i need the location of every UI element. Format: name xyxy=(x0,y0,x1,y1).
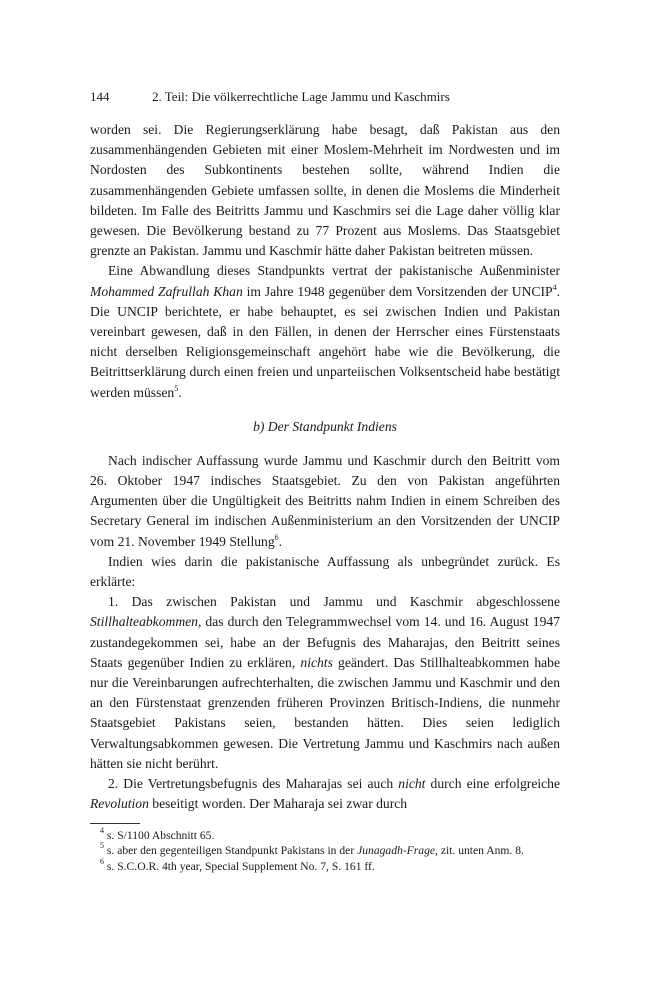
term-stillhalteabkommen: Stillhalteabkommen xyxy=(90,614,198,630)
footnote-5: $^5$ s. aber den gegenteiligen Standpunkt Pakistans in der Junagadh-Frage, zit. unten Anm. 8. xyxy=(100,841,524,857)
footnote-4: $^4$ s. S/1100 Abschnitt 65. xyxy=(100,825,215,842)
emphasis-nichts: nichts xyxy=(300,654,333,670)
footnote-divider xyxy=(90,823,140,824)
paragraph-1: worden sei. Die Regierungserklärung habe besagt, daß Pakistan aus den zusammenhängenden Gebieten mit einer Moslem-Mehrheit im Nordwesten und im Nordosten des Subkontinents bestehen sollte, während Indien die zusammenhängenden Gebiete umfassen sollte, in denen die Moslems die Minderheit bildeten. Im Falle des Beitritts Jammu und Kaschmirs sei die Lage daher völlig klar gewesen. Die Bevölkerung bestand zu 77 Prozent aus Moslems. Das Staatsgebiet grenzte an Pakistan. Jammu und Kaschmir hätte daher Pakistan beitreten müssen. xyxy=(90,122,560,259)
paragraph-4: Indien wies darin die pakistanische Auffassung als unbegründet zurück. Es erklärte: xyxy=(90,553,560,590)
page-number: 144 xyxy=(90,89,110,104)
paragraph-6: 2. Die Vertretungsbefugnis des Maharajas sei auch nicht durch eine erfolgreiche Revolution beseitigt worden. Der Maharaja sei zwar durch xyxy=(90,776,561,812)
footnote-6: $^6$ s. S.C.O.R. 4th year, Special Supplement No. 7, S. 161 ff. xyxy=(100,856,375,873)
emphasis-nicht: nicht xyxy=(398,776,426,792)
running-title: 2. Teil: Die völkerrechtliche Lage Jammu und Kaschmirs xyxy=(152,89,450,104)
running-header xyxy=(90,88,560,106)
person-name: Mohammed Zafrullah Khan xyxy=(90,283,243,299)
book-page xyxy=(90,88,560,874)
paragraph-2: Eine Abwandlung dieses Standpunkts vertrat der pakistanische Außenminister Mohammed Zafrullah Khan im Jahre 1948 gegenüber dem Vorsitzenden der UNCIP$^4$. Die UNCIP berichtete, er habe behauptet, es sei zwischen Indien und Pakistan vereinbart gewesen, daß in den Fällen, in denen der Herrscher eines Fürstenstaats nicht derselben Religionsgemeinschaft angehört habe wie die Bevölkerung, die Beitrittserklärung durch einen freien und unparteiischen Volksentscheid habe bestätigt werden müssen$^5$. xyxy=(90,263,560,400)
paragraph-3: Nach indischer Auffassung wurde Jammu und Kaschmir durch den Beitritt vom 26. Oktober 1947 indisches Staatsgebiet. Zu den von Pakistan angeführten Argumenten über die Ungültigkeit des Beitritts nahm Indien in einem Schreiben des Secretary General im indischen Außenministerium an den Vorsitzenden der UNCIP vom 21. November 1949 Stellung$^6$. xyxy=(90,452,560,549)
term-revolution: Revolution xyxy=(90,796,149,812)
footnote-ref-5[interactable]: 5 xyxy=(174,383,179,393)
section-subheading: b) Der Standpunkt Indiens xyxy=(253,418,397,434)
footnote-ref-4[interactable]: 4 xyxy=(552,282,557,292)
footnote-ref-6[interactable]: 6 xyxy=(274,532,279,542)
paragraph-5: 1. Das zwischen Pakistan und Jammu und Kaschmir abgeschlossene Stillhalteabkommen, das durch den Telegrammwechsel vom 14. und 16. August 1947 zustandegekommen sei, habe an der Befugnis des Maharajas, den Beitritt seines Staats gegenüber Indien zu erklären, nichts geändert. Das Stillhalteabkommen habe nur die Vereinbarungen aufrechterhalten, die zwischen Jammu und Kaschmir und den an den Fürstenstaat grenzenden früheren Provinzen Britisch-Indiens, die nunmehr Staatsgebiet Pakistans seien, bestanden hätten. Dies seien lediglich Verwaltungsabkommen gewesen. Die Vertretung Jammu und Kaschmirs nach außen hätten sie nicht berührt. xyxy=(90,594,561,771)
